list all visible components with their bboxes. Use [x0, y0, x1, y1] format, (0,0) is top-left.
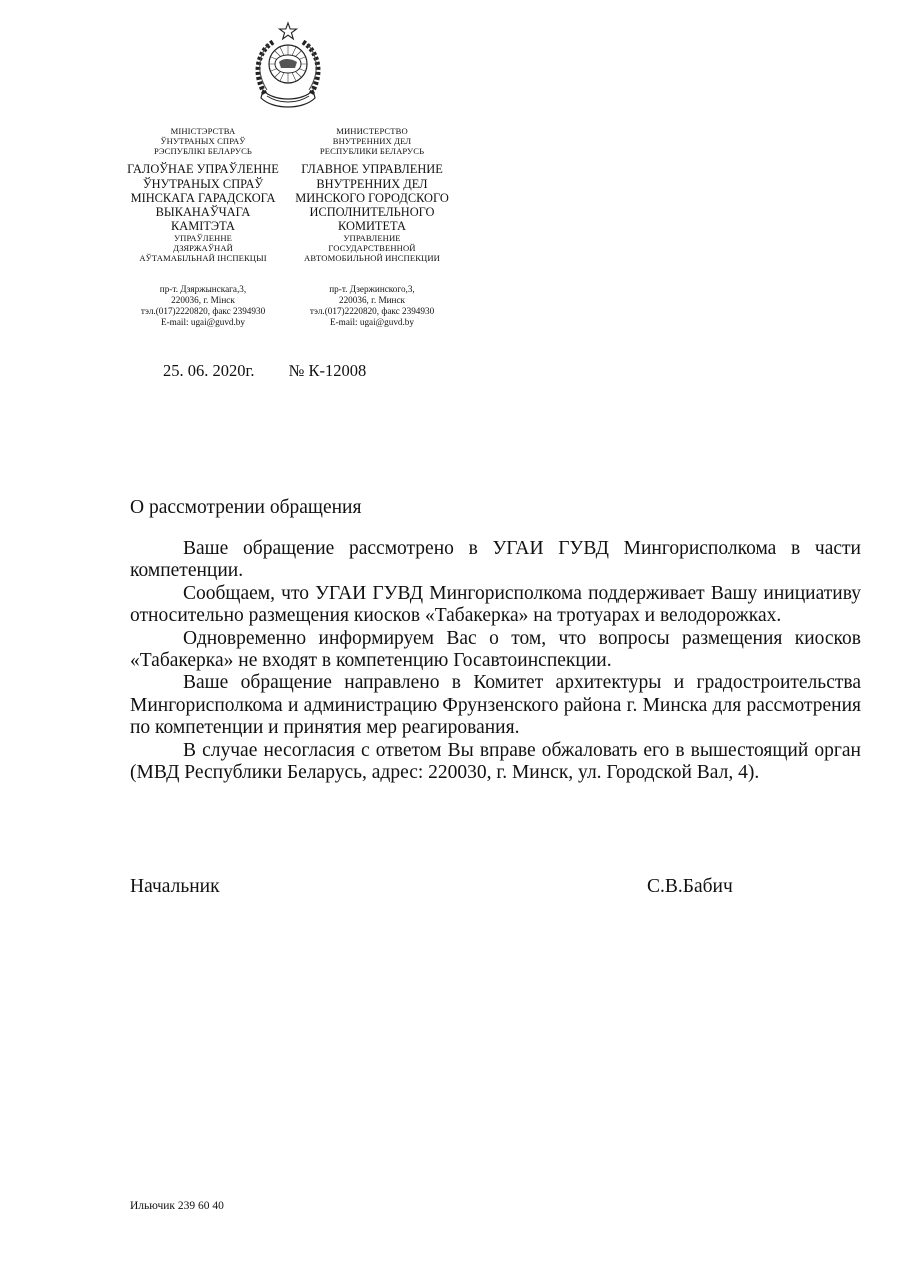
body-paragraph: Ваше обращение направлено в Комитет архитектуры и градостроительства Мингорисполкома и администрацию Фрунзенского района г. Минска для рассмотрения по компетенции и принятия мер реагирования. — [130, 672, 861, 739]
ministry-line: РЕСПУБЛИКИ БЕЛАРУСЬ — [319, 146, 425, 157]
letter-body — [130, 538, 861, 784]
signatory-title: Начальник — [130, 876, 220, 897]
division-line: УПРАВЛЕНИЕ — [343, 233, 401, 244]
body-paragraph: Сообщаем, что УГАИ ГУВД Мингорисполкома поддерживает Вашу инициативу относительно размещения киосков «Табакерка» на тротуарах и велодорожках. — [130, 582, 861, 627]
ministry-line: ЎНУТРАНЫХ СПРАЎ — [160, 136, 246, 147]
address-line: пр-т. Дзяржынскага,3, — [159, 283, 247, 294]
address-line: 220036, г. Минск — [338, 294, 406, 305]
state-emblem-icon — [249, 20, 327, 114]
address-line: E-mail: ugai@guvd.by — [161, 316, 245, 327]
department-line: ГАЛОЎНАЕ УПРАЎЛЕННЕ — [127, 162, 279, 177]
executor-contact: Ильючик 239 60 40 — [130, 1200, 224, 1212]
body-paragraph: В случае несогласия с ответом Вы вправе обжаловать его в вышестоящий орган (МВД Республики Беларусь, адрес: 220030, г. Минск, ул. Городской Вал, 4). — [130, 739, 861, 784]
letterhead-russian — [290, 126, 454, 328]
ministry-line: МИНИСТЕРСТВО — [336, 126, 408, 136]
body-paragraph: Одновременно информируем Вас о том, что вопросы размещения киосков «Табакерка» не входят в компетенцию Госавтоинспекции. — [130, 627, 861, 672]
department-line: ЎНУТРАНЫХ СПРАЎ — [142, 176, 264, 191]
division-line: АЎТАМАБІЛЬНАЙ ІНСПЕКЦЫІ — [139, 253, 267, 264]
department-line: ВЫКАНАЎЧАГА — [155, 204, 251, 219]
address-line: пр-т. Дзержинского,3, — [329, 283, 415, 294]
department-line: ВНУТРЕННИХ ДЕЛ — [316, 176, 428, 191]
letter-subject: О рассмотрении обращения — [130, 497, 362, 518]
letterhead-belarusian — [122, 126, 284, 328]
ministry-line: МІНІСТЭРСТВА — [170, 126, 236, 136]
division-line: ДЗЯРЖАЎНАЙ — [173, 243, 233, 254]
division-line: АВТОМОБИЛЬНОЙ ИНСПЕКЦИИ — [304, 253, 440, 264]
division-line: УПРАЎЛЕННЕ — [174, 233, 232, 244]
division-line: ГОСУДАРСТВЕННОЙ — [328, 243, 416, 254]
department-line: КАМІТЭТА — [170, 218, 235, 233]
department-line: МИНСКОГО ГОРОДСКОГО — [295, 190, 449, 205]
document-number: № К-12008 — [288, 361, 367, 380]
ministry-line: ВНУТРЕННИХ ДЕЛ — [332, 136, 412, 147]
department-line: КОМИТЕТА — [338, 218, 406, 233]
department-line: МІНСКАГА ГАРАДСКОГА — [130, 190, 276, 205]
department-line: ГЛАВНОЕ УПРАВЛЕНИЕ — [301, 162, 443, 177]
body-paragraph: Ваше обращение рассмотрено в УГАИ ГУВД Мингорисполкома в части компетенции. — [130, 538, 861, 582]
registration-line — [163, 361, 366, 381]
address-line: 220036, г. Мінск — [171, 294, 235, 305]
address-line: тэл.(017)2220820, факс 2394930 — [140, 305, 266, 316]
department-line: ИСПОЛНИТЕЛЬНОГО — [309, 204, 435, 219]
address-line: E-mail: ugai@guvd.by — [330, 316, 414, 327]
address-line: тэл.(017)2220820, факс 2394930 — [309, 305, 435, 316]
document-date: 25. 06. 2020г. — [163, 361, 255, 380]
signatory-name: С.В.Бабич — [647, 876, 733, 897]
ministry-line: РЭСПУБЛІКІ БЕЛАРУСЬ — [154, 146, 252, 157]
